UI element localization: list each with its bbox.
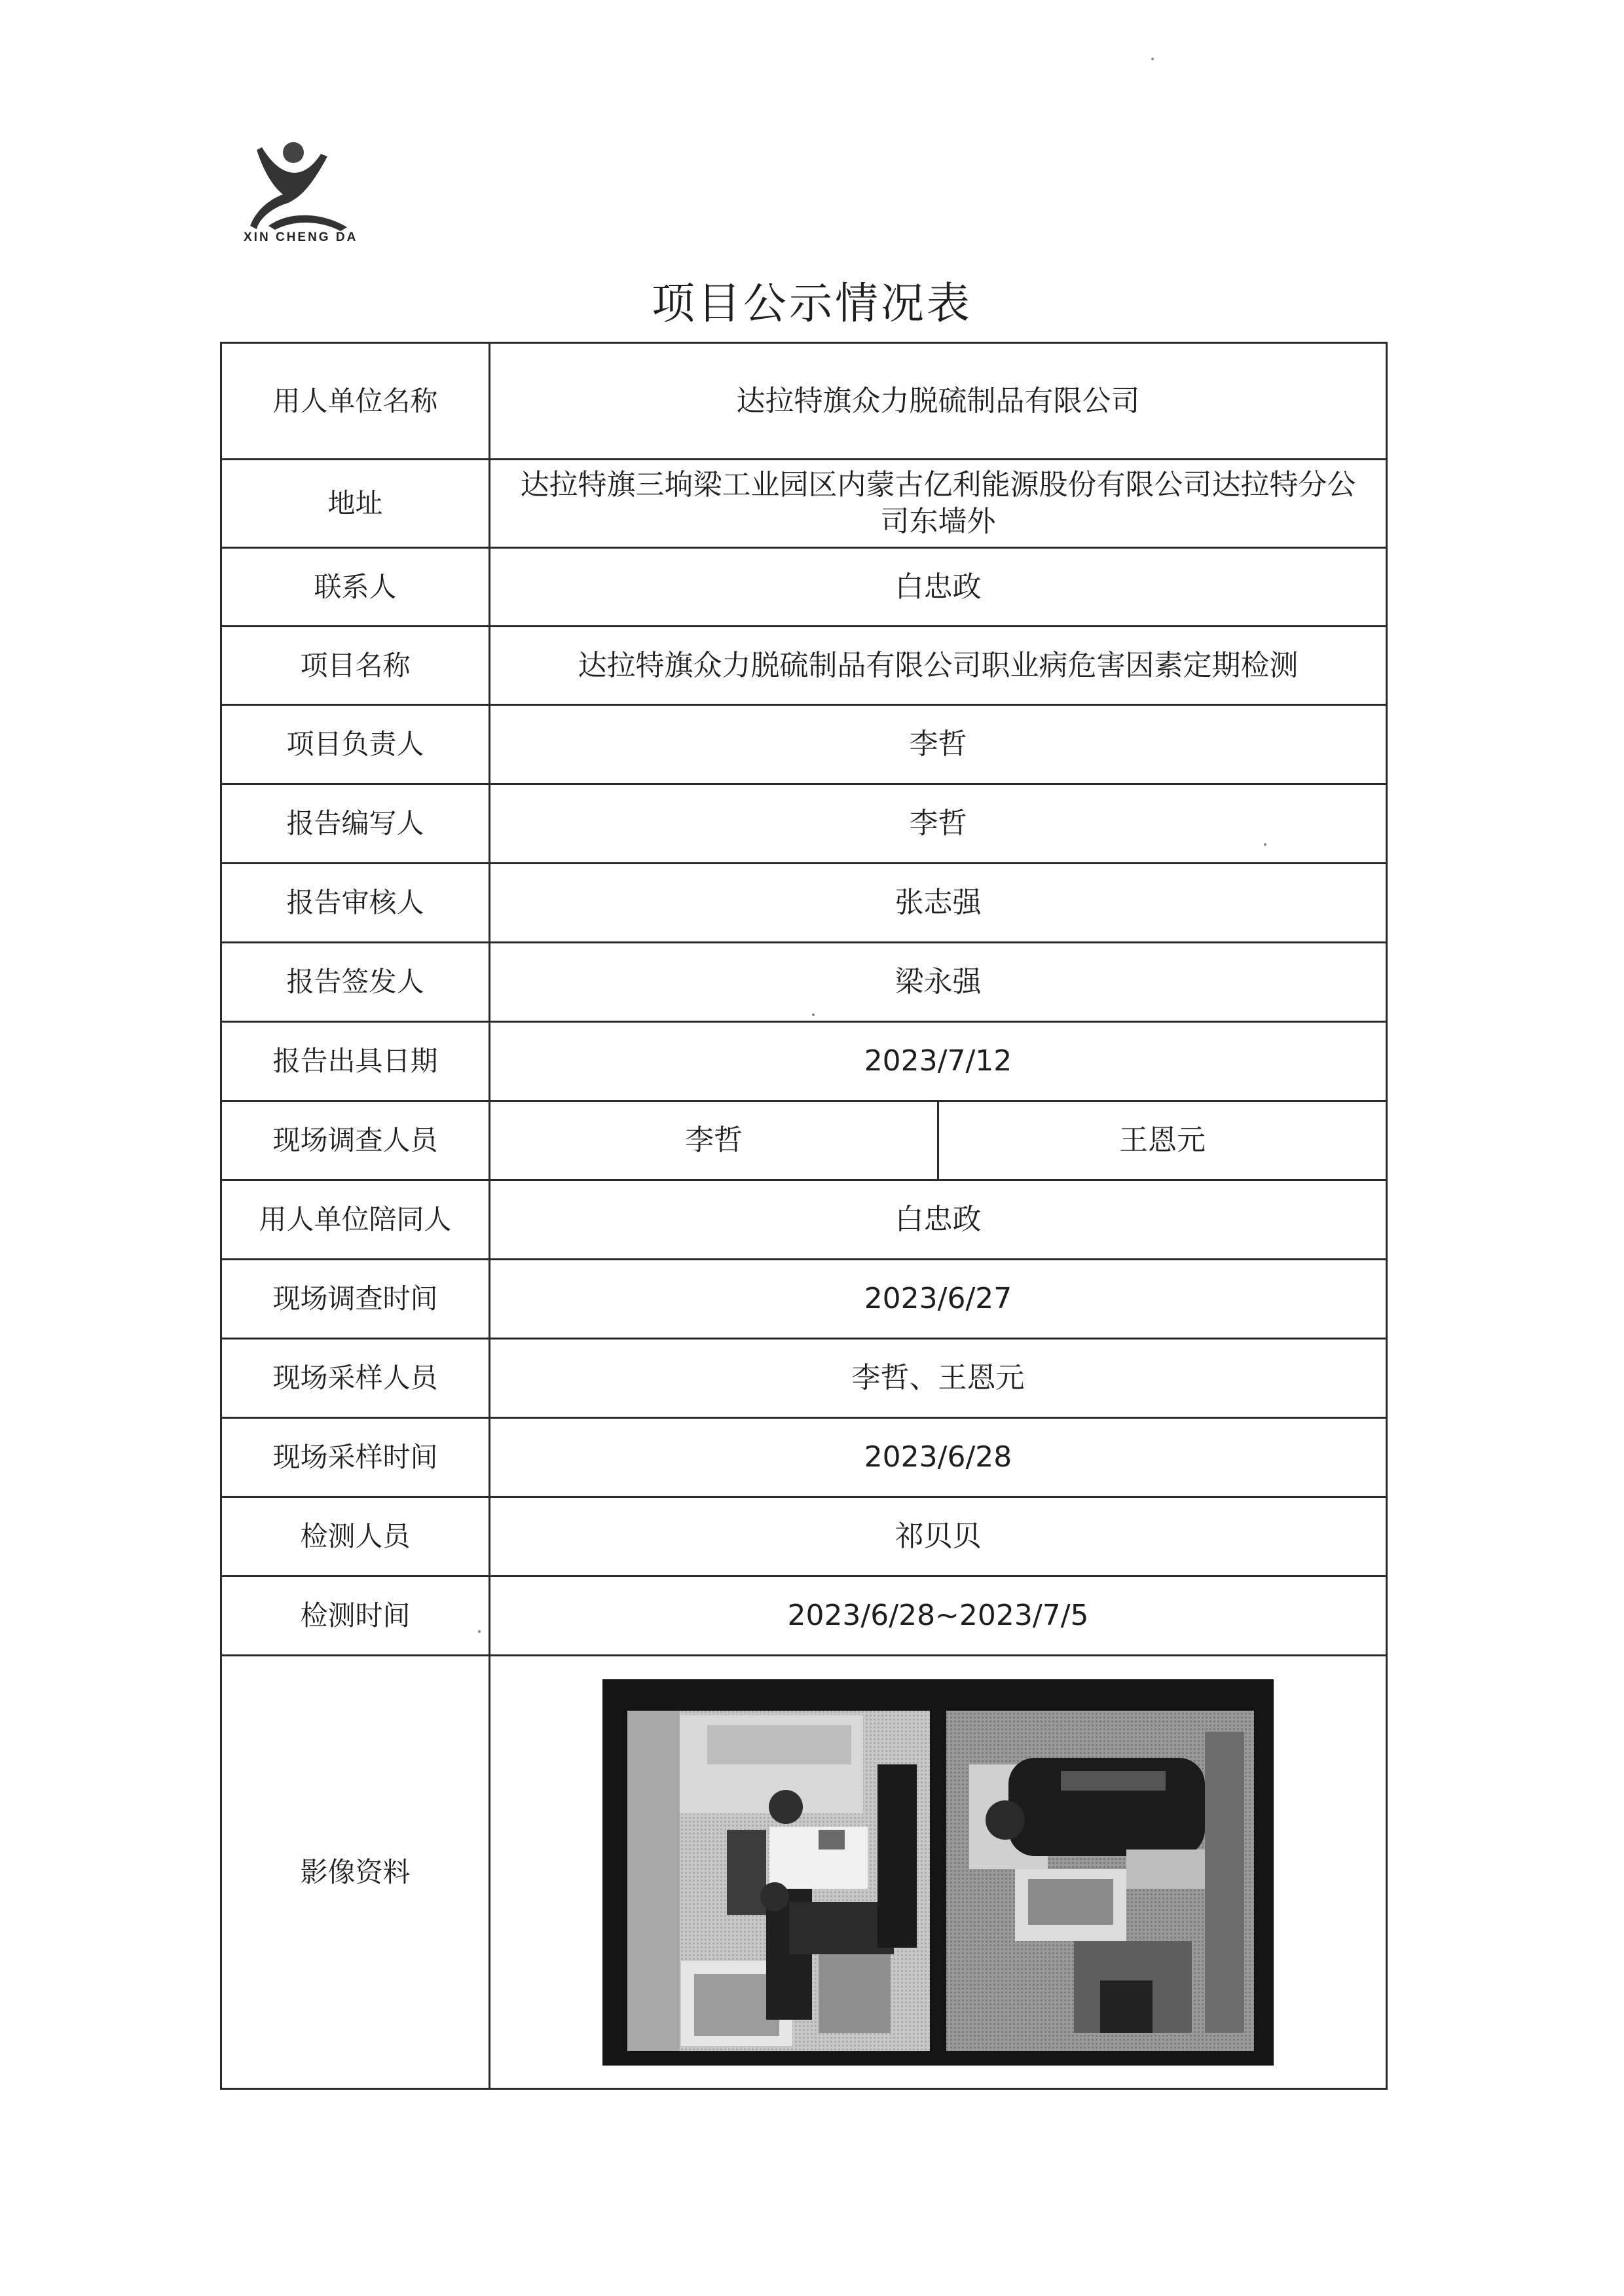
table-row-images <box>221 1656 1387 2089</box>
logo-figure-base <box>268 215 347 231</box>
testing-staff-value: 祁贝贝 <box>490 1497 1387 1576</box>
table-row-testing-time <box>221 1576 1387 1656</box>
report-reviewer-value: 张志强 <box>490 864 1387 943</box>
report-writer-value: 李哲 <box>490 784 1387 864</box>
table-row-survey-staff <box>221 1101 1387 1180</box>
images-label: 影像资料 <box>221 1656 490 2089</box>
site-photos <box>602 1679 1274 2066</box>
project-lead-value: 李哲 <box>490 705 1387 784</box>
testing-time-label: 检测时间 <box>221 1576 490 1656</box>
escort-label: 用人单位陪同人 <box>221 1180 490 1260</box>
employer-value: 达拉特旗众力脱硫制品有限公司 <box>490 343 1387 460</box>
table-row-sampling-staff <box>221 1339 1387 1418</box>
contact-label: 联系人 <box>221 548 490 627</box>
table-row-report-issuer <box>221 943 1387 1022</box>
table-row-project-name <box>221 627 1387 705</box>
table-row-report-writer <box>221 784 1387 864</box>
site-photo-right <box>946 1711 1254 2051</box>
address-label: 地址 <box>221 460 490 548</box>
table-row-report-date <box>221 1022 1387 1101</box>
document-title: 项目公示情况表 <box>652 278 972 329</box>
testing-staff-label: 检测人员 <box>221 1497 490 1576</box>
testing-time-value: 2023/6/28~2023/7/5 <box>490 1576 1387 1656</box>
scan-speck <box>812 1013 815 1016</box>
table-row-survey-time <box>221 1260 1387 1339</box>
project-name-label: 项目名称 <box>221 627 490 705</box>
site-photo-left <box>627 1711 930 2051</box>
sampling-staff-value: 李哲、王恩元 <box>490 1339 1387 1418</box>
report-date-value: 2023/7/12 <box>490 1022 1387 1101</box>
survey-staff-label: 现场调查人员 <box>221 1101 490 1180</box>
sampling-time-label: 现场采样时间 <box>221 1418 490 1497</box>
table-row-testing-staff <box>221 1497 1387 1576</box>
report-issuer-value: 梁永强 <box>490 943 1387 1022</box>
report-issuer-label: 报告签发人 <box>221 943 490 1022</box>
address-value: 达拉特旗三垧梁工业园区内蒙古亿利能源股份有限公司达拉特分公司东墙外 <box>490 460 1387 548</box>
scan-speck <box>1151 58 1154 60</box>
survey-staff-value-a: 李哲 <box>490 1101 938 1180</box>
report-reviewer-label: 报告审核人 <box>221 864 490 943</box>
table-row-escort <box>221 1180 1387 1260</box>
contact-value: 白忠政 <box>490 548 1387 627</box>
survey-time-value: 2023/6/27 <box>490 1260 1387 1339</box>
survey-staff-value-b: 王恩元 <box>938 1101 1387 1180</box>
table-row-sampling-time <box>221 1418 1387 1497</box>
table-row-contact <box>221 548 1387 627</box>
table-row-employer <box>221 343 1387 460</box>
escort-value: 白忠政 <box>490 1180 1387 1260</box>
table-row-address <box>221 460 1387 548</box>
logo-text: XIN CHENG DA <box>244 230 358 244</box>
table-row-project-lead <box>221 705 1387 784</box>
logo-dot <box>283 142 304 163</box>
scan-speck <box>478 1630 481 1633</box>
project-info-table <box>220 342 1388 2090</box>
scan-speck <box>1264 843 1266 846</box>
report-writer-label: 报告编写人 <box>221 784 490 864</box>
images-cell <box>490 1656 1387 2089</box>
table-row-report-reviewer <box>221 864 1387 943</box>
project-name-value: 达拉特旗众力脱硫制品有限公司职业病危害因素定期检测 <box>490 627 1387 705</box>
sampling-time-value: 2023/6/28 <box>490 1418 1387 1497</box>
sampling-staff-label: 现场采样人员 <box>221 1339 490 1418</box>
report-date-label: 报告出具日期 <box>221 1022 490 1101</box>
employer-label: 用人单位名称 <box>221 343 490 460</box>
survey-time-label: 现场调查时间 <box>221 1260 490 1339</box>
project-lead-label: 项目负责人 <box>221 705 490 784</box>
